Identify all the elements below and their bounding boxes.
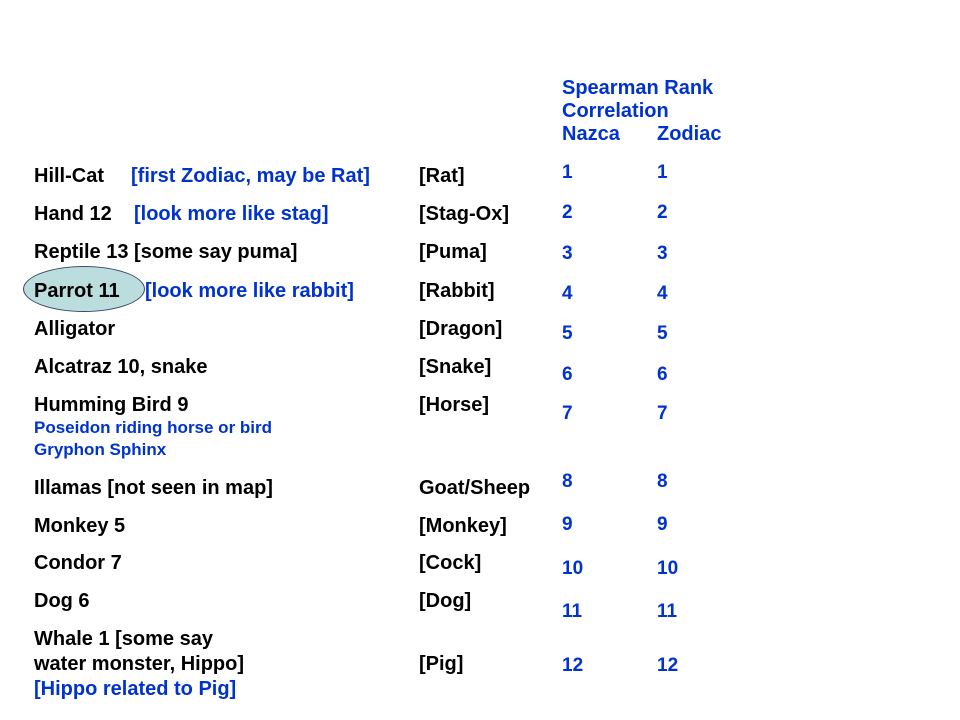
row-zodiac: [Dog] bbox=[419, 590, 472, 612]
zodiac-rank: 5 bbox=[657, 323, 668, 344]
row-zodiac: [Rabbit] bbox=[419, 280, 495, 302]
row-zodiac: Goat/Sheep bbox=[419, 477, 531, 499]
row-note: [Hippo related to Pig] bbox=[34, 678, 237, 700]
nazca-rank: 5 bbox=[562, 323, 573, 344]
zodiac-rank: 12 bbox=[657, 655, 679, 676]
zodiac-rank: 1 bbox=[657, 162, 668, 183]
row-name: Alligator bbox=[34, 318, 116, 340]
row-subnote: Gryphon Sphinx bbox=[34, 440, 167, 459]
nazca-rank: 1 bbox=[562, 162, 573, 183]
header-line1: Spearman Rank bbox=[562, 77, 714, 99]
row-subnote: Poseidon riding horse or bird bbox=[34, 418, 273, 437]
row-name-highlighted: Parrot 11 bbox=[34, 280, 120, 302]
zodiac-rank: 11 bbox=[657, 601, 678, 622]
row-name: water monster, Hippo] bbox=[34, 653, 245, 675]
row-note: [look more like rabbit] bbox=[145, 280, 354, 302]
zodiac-rank: 4 bbox=[657, 283, 668, 304]
nazca-rank: 3 bbox=[562, 243, 573, 264]
row-name: Hand 12 bbox=[34, 203, 112, 225]
row-name: Whale 1 [some say bbox=[34, 628, 213, 650]
zodiac-rank: 2 bbox=[657, 202, 668, 223]
header-zodiac: Zodiac bbox=[657, 123, 722, 145]
nazca-rank: 7 bbox=[562, 403, 573, 424]
zodiac-rank: 7 bbox=[657, 403, 668, 424]
row-note: [look more like stag] bbox=[134, 203, 329, 225]
nazca-rank: 6 bbox=[562, 364, 573, 385]
nazca-rank: 4 bbox=[562, 283, 573, 304]
row-zodiac: [Pig] bbox=[419, 653, 464, 675]
header-nazca: Nazca bbox=[562, 123, 620, 145]
row-note: [first Zodiac, may be Rat] bbox=[131, 165, 370, 187]
row-name: Condor 7 bbox=[34, 552, 122, 574]
row-name: Humming Bird 9 bbox=[34, 394, 189, 416]
nazca-rank: 12 bbox=[562, 655, 584, 676]
row-name: Reptile 13 [some say puma] bbox=[34, 241, 298, 263]
row-zodiac: [Snake] bbox=[419, 356, 492, 378]
nazca-rank: 8 bbox=[562, 471, 573, 492]
row-zodiac: [Horse] bbox=[419, 394, 490, 416]
row-name: Dog 6 bbox=[34, 590, 90, 612]
row-zodiac: [Cock] bbox=[419, 552, 482, 574]
nazca-rank: 9 bbox=[562, 514, 573, 535]
nazca-rank: 11 bbox=[562, 601, 583, 622]
row-zodiac: [Dragon] bbox=[419, 318, 503, 340]
zodiac-rank: 10 bbox=[657, 558, 679, 579]
row-zodiac: [Monkey] bbox=[419, 515, 507, 537]
row-zodiac: [Puma] bbox=[419, 241, 487, 263]
zodiac-rank: 8 bbox=[657, 471, 668, 492]
row-name: Monkey 5 bbox=[34, 515, 126, 537]
zodiac-rank: 6 bbox=[657, 364, 668, 385]
nazca-rank: 10 bbox=[562, 558, 584, 579]
row-name: Hill-Cat bbox=[34, 165, 104, 187]
row-name: Illamas [not seen in map] bbox=[34, 477, 273, 499]
row-zodiac: [Stag-Ox] bbox=[419, 203, 509, 225]
header-line2: Correlation bbox=[562, 100, 669, 122]
zodiac-rank: 3 bbox=[657, 243, 668, 264]
row-zodiac: [Rat] bbox=[419, 165, 465, 187]
nazca-rank: 2 bbox=[562, 202, 573, 223]
zodiac-rank: 9 bbox=[657, 514, 668, 535]
row-name: Alcatraz 10, snake bbox=[34, 356, 208, 378]
